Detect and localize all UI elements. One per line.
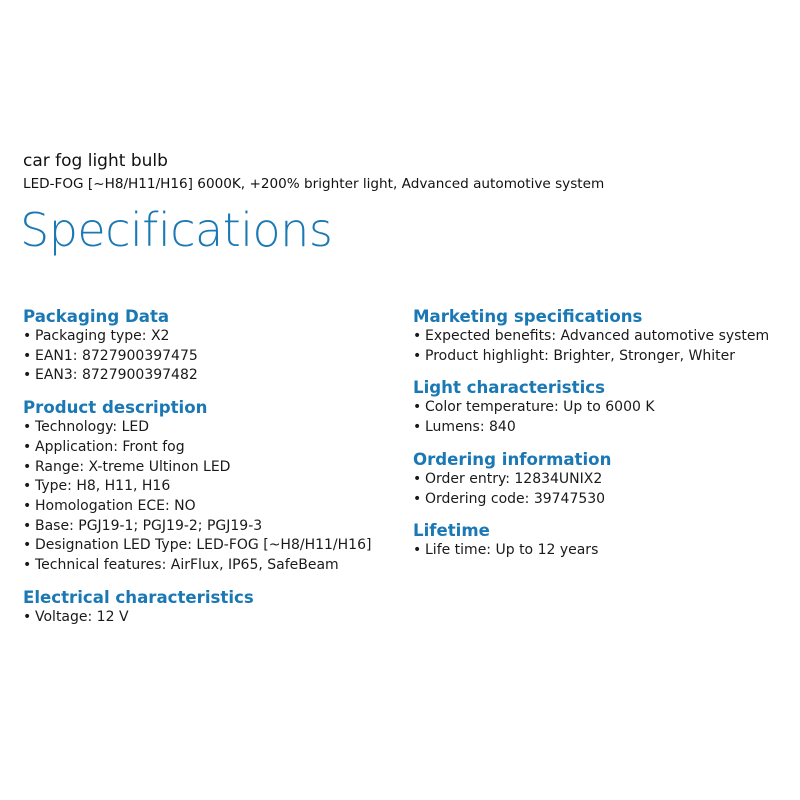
spec-item bbox=[413, 347, 793, 367]
bullet-icon: • bbox=[23, 419, 32, 436]
bullet-icon: • bbox=[23, 517, 32, 534]
spec-item bbox=[413, 490, 793, 510]
bullet-icon: • bbox=[23, 458, 32, 475]
spec-list bbox=[23, 608, 393, 628]
spec-item-text: Color temperature: Up to 6000 K bbox=[425, 399, 655, 416]
spec-item-text: Technology: LED bbox=[35, 419, 149, 436]
bullet-icon: • bbox=[23, 347, 32, 364]
spec-item bbox=[413, 470, 793, 490]
spec-section-product-description bbox=[23, 397, 393, 576]
product-subtitle: LED-FOG [~H8/H11/H16] 6000K, +200% brighter light, Advanced automotive system bbox=[23, 176, 605, 192]
spec-item bbox=[23, 477, 393, 497]
spec-section-marketing-specifications bbox=[413, 306, 793, 366]
product-type: car fog light bulb bbox=[23, 151, 168, 171]
bullet-icon: • bbox=[413, 419, 422, 436]
spec-item-text: Application: Front fog bbox=[35, 438, 185, 455]
spec-item-text: Lumens: 840 bbox=[425, 419, 516, 436]
section-heading: Marketing specifications bbox=[413, 307, 643, 326]
spec-item-text: Base: PGJ19-1; PGJ19-2; PGJ19-3 bbox=[35, 517, 263, 534]
section-heading: Light characteristics bbox=[413, 378, 605, 398]
spec-item bbox=[23, 438, 393, 458]
spec-list bbox=[23, 327, 393, 386]
spec-item-text: Expected benefits: Advanced automotive system bbox=[425, 328, 770, 344]
spec-item bbox=[23, 418, 393, 438]
spec-item bbox=[23, 366, 393, 386]
spec-list bbox=[413, 327, 793, 366]
spec-item-text: EAN1: 8727900397475 bbox=[35, 347, 198, 364]
spec-item bbox=[23, 608, 393, 628]
spec-item-text: Voltage: 12 V bbox=[35, 608, 129, 625]
spec-list bbox=[413, 470, 793, 509]
spec-item bbox=[23, 458, 393, 478]
bullet-icon: • bbox=[23, 328, 32, 344]
spec-item bbox=[23, 497, 393, 517]
section-heading: Ordering information bbox=[413, 449, 612, 469]
spec-item-text: Product highlight: Brighter, Stronger, Whiter bbox=[425, 347, 735, 364]
spec-item-text: EAN3: 8727900397482 bbox=[35, 367, 198, 384]
bullet-icon: • bbox=[413, 328, 422, 344]
spec-item-text: Homologation ECE: NO bbox=[35, 497, 196, 514]
spec-item bbox=[23, 327, 393, 347]
bullet-icon: • bbox=[23, 478, 32, 495]
bullet-icon: • bbox=[23, 608, 32, 625]
spec-item-text: Ordering code: 39747530 bbox=[425, 490, 606, 507]
section-heading: Electrical characteristics bbox=[23, 587, 254, 607]
bullet-icon: • bbox=[413, 542, 422, 559]
spec-section-light-characteristics bbox=[413, 377, 793, 437]
spec-item bbox=[23, 517, 393, 537]
bullet-icon: • bbox=[413, 399, 422, 416]
section-heading: Lifetime bbox=[413, 521, 490, 541]
spec-item bbox=[413, 541, 793, 561]
section-heading: Packaging Data bbox=[23, 307, 170, 326]
spec-list bbox=[413, 541, 793, 561]
spec-item bbox=[413, 418, 793, 438]
spec-section-electrical-characteristics bbox=[23, 587, 393, 628]
spec-list bbox=[23, 418, 393, 576]
bullet-icon: • bbox=[23, 497, 32, 514]
spec-item-text: Life time: Up to 12 years bbox=[425, 542, 599, 559]
spec-section-ordering-information bbox=[413, 449, 793, 509]
bullet-icon: • bbox=[23, 557, 32, 574]
spec-item-text: Technical features: AirFlux, IP65, SafeBeam bbox=[35, 557, 339, 574]
spec-list bbox=[413, 398, 793, 437]
page-title: Specifications bbox=[20, 203, 333, 257]
spec-item bbox=[23, 556, 393, 576]
bullet-icon: • bbox=[413, 347, 422, 364]
bullet-icon: • bbox=[23, 537, 32, 554]
section-heading: Product description bbox=[23, 398, 208, 418]
spec-item-text: Designation LED Type: LED-FOG [~H8/H11/H16] bbox=[35, 537, 372, 554]
spec-item bbox=[23, 347, 393, 367]
spec-item-text: Order entry: 12834UNIX2 bbox=[425, 470, 603, 487]
spec-item bbox=[413, 327, 793, 347]
left-column bbox=[23, 306, 393, 638]
right-column bbox=[413, 306, 793, 572]
spec-item bbox=[23, 536, 393, 556]
bullet-icon: • bbox=[413, 470, 422, 487]
spec-item-text: Packaging type: X2 bbox=[35, 328, 170, 344]
spec-section-lifetime bbox=[413, 520, 793, 561]
spec-item bbox=[413, 398, 793, 418]
spec-section-packaging-data bbox=[23, 306, 393, 386]
bullet-icon: • bbox=[23, 367, 32, 384]
spec-item-text: Range: X-treme Ultinon LED bbox=[35, 458, 231, 475]
bullet-icon: • bbox=[413, 490, 422, 507]
bullet-icon: • bbox=[23, 438, 32, 455]
spec-item-text: Type: H8, H11, H16 bbox=[35, 478, 171, 495]
